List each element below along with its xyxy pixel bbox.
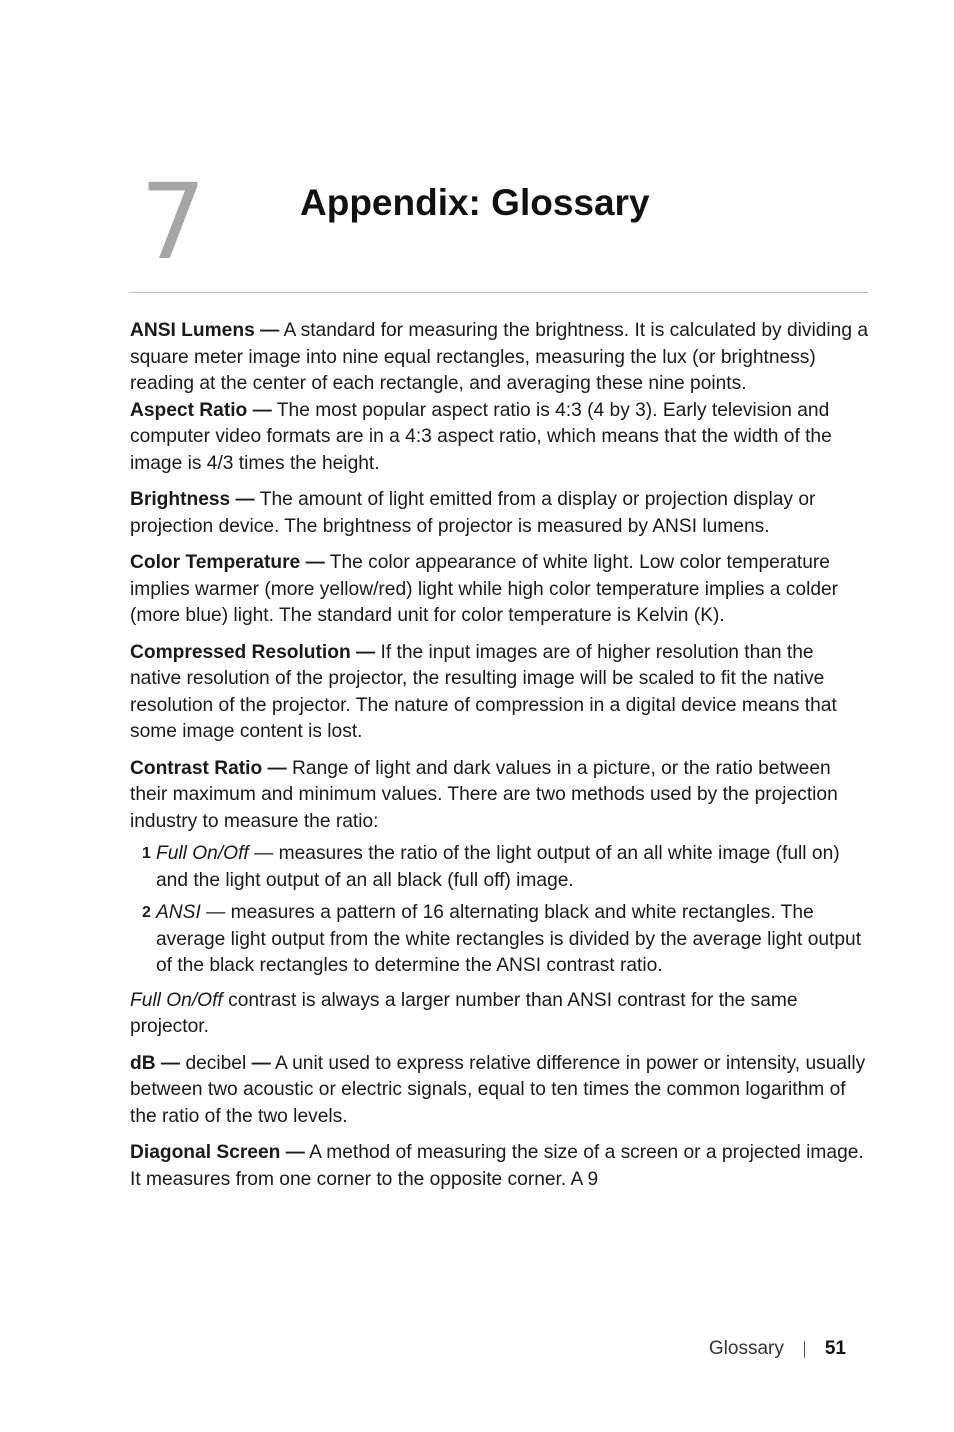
glossary-term: Compressed Resolution —: [130, 641, 376, 663]
list-label: ANSI: [156, 902, 201, 923]
chapter-title: Appendix: Glossary: [300, 182, 650, 223]
glossary-body: [130, 318, 868, 1203]
glossary-term: ANSI Lumens —: [130, 320, 280, 341]
footer-separator: [804, 1341, 805, 1358]
page-footer: [709, 1338, 846, 1360]
list-number: 2: [142, 904, 151, 921]
contrast-note-text: contrast is always a larger number than ANSI contrast for the same projector.: [130, 989, 798, 1037]
footer-section-name: Glossary: [708, 1338, 784, 1359]
glossary-definition: A unit used to express relative difference in power or intensity, usually between two acoustic or electric signals, equal to ten times the common logarithm of the ratio of the two levels.: [130, 1052, 866, 1127]
glossary-entry-diagonal-screen: [130, 1140, 868, 1193]
glossary-entry-brightness: [130, 487, 868, 540]
glossary-entry-color-temperature: [130, 550, 868, 630]
contrast-note: [130, 988, 868, 1041]
glossary-definition: Range of light and dark values in a picture, or the ratio between their maximum and minimum values. There are two methods used by the projection industry to measure the ratio:: [130, 757, 838, 832]
list-text: — measures a pattern of 16 alternating black and white rectangles. The average light output from the white rectangles is divided by the average light output of the black rectangles to determine the ANSI contrast ratio.: [156, 902, 862, 976]
list-item: [142, 900, 868, 980]
list-text: — measures the ratio of the light output of an all white image (full on) and the light output of an all black (full off) image.: [156, 843, 840, 891]
glossary-term: Contrast Ratio —: [130, 757, 287, 779]
glossary-entry-aspect-ratio: [130, 398, 868, 478]
glossary-definition: A standard for measuring the brightness. It is calculated by dividing a square meter image into nine equal rectangles, measuring the lux (or brightness) reading at the center of each rectangle, and averaging these nine points.: [130, 320, 869, 394]
list-label: Full On/Off: [156, 843, 249, 864]
glossary-definition: The color appearance of white light. Low color temperature implies warmer (more yellow/red) light while high color temperature implies a colder (more blue) light. The standard unit for color temperature is Kelvin (K).: [130, 552, 839, 626]
glossary-term: Color Temperature —: [130, 552, 325, 573]
glossary-entry-compressed-resolution: [130, 640, 868, 746]
title-divider: [129, 292, 868, 293]
contrast-method-list: [130, 841, 868, 980]
glossary-term: Brightness —: [130, 489, 255, 510]
glossary-term-dash: —: [251, 1052, 271, 1074]
list-item: [142, 841, 868, 894]
glossary-term: Aspect Ratio —: [130, 399, 272, 421]
list-number: 1: [142, 845, 151, 862]
glossary-term-expansion: decibel: [180, 1052, 252, 1074]
glossary-entry-ansi-lumens: [130, 318, 868, 398]
glossary-definition: If the input images are of higher resolution than the native resolution of the projector, the resulting image will be scaled to fit the native resolution of the projector. The nature of compression in a digital device means that some image content is lost.: [130, 641, 837, 742]
glossary-entry-db: [130, 1051, 868, 1131]
glossary-term: dB —: [130, 1052, 181, 1074]
glossary-definition: The most popular aspect ratio is 4:3 (4 by 3). Early television and computer video formats are in a 4:3 aspect ratio, which means that the width of the image is 4/3 times the height.: [130, 399, 832, 474]
page-number: 51: [824, 1338, 846, 1359]
glossary-definition: A method of measuring the size of a screen or a projected image. It measures from one corner to the opposite corner. A 9: [130, 1142, 864, 1190]
glossary-definition: The amount of light emitted from a display or projection display or projection device. The brightness of projector is measured by ANSI lumens.: [130, 489, 816, 537]
glossary-term: Diagonal Screen —: [130, 1142, 305, 1163]
glossary-entry-contrast-ratio: [130, 756, 868, 836]
contrast-note-label: Full On/Off: [130, 989, 223, 1011]
chapter-number: 7: [140, 161, 207, 283]
